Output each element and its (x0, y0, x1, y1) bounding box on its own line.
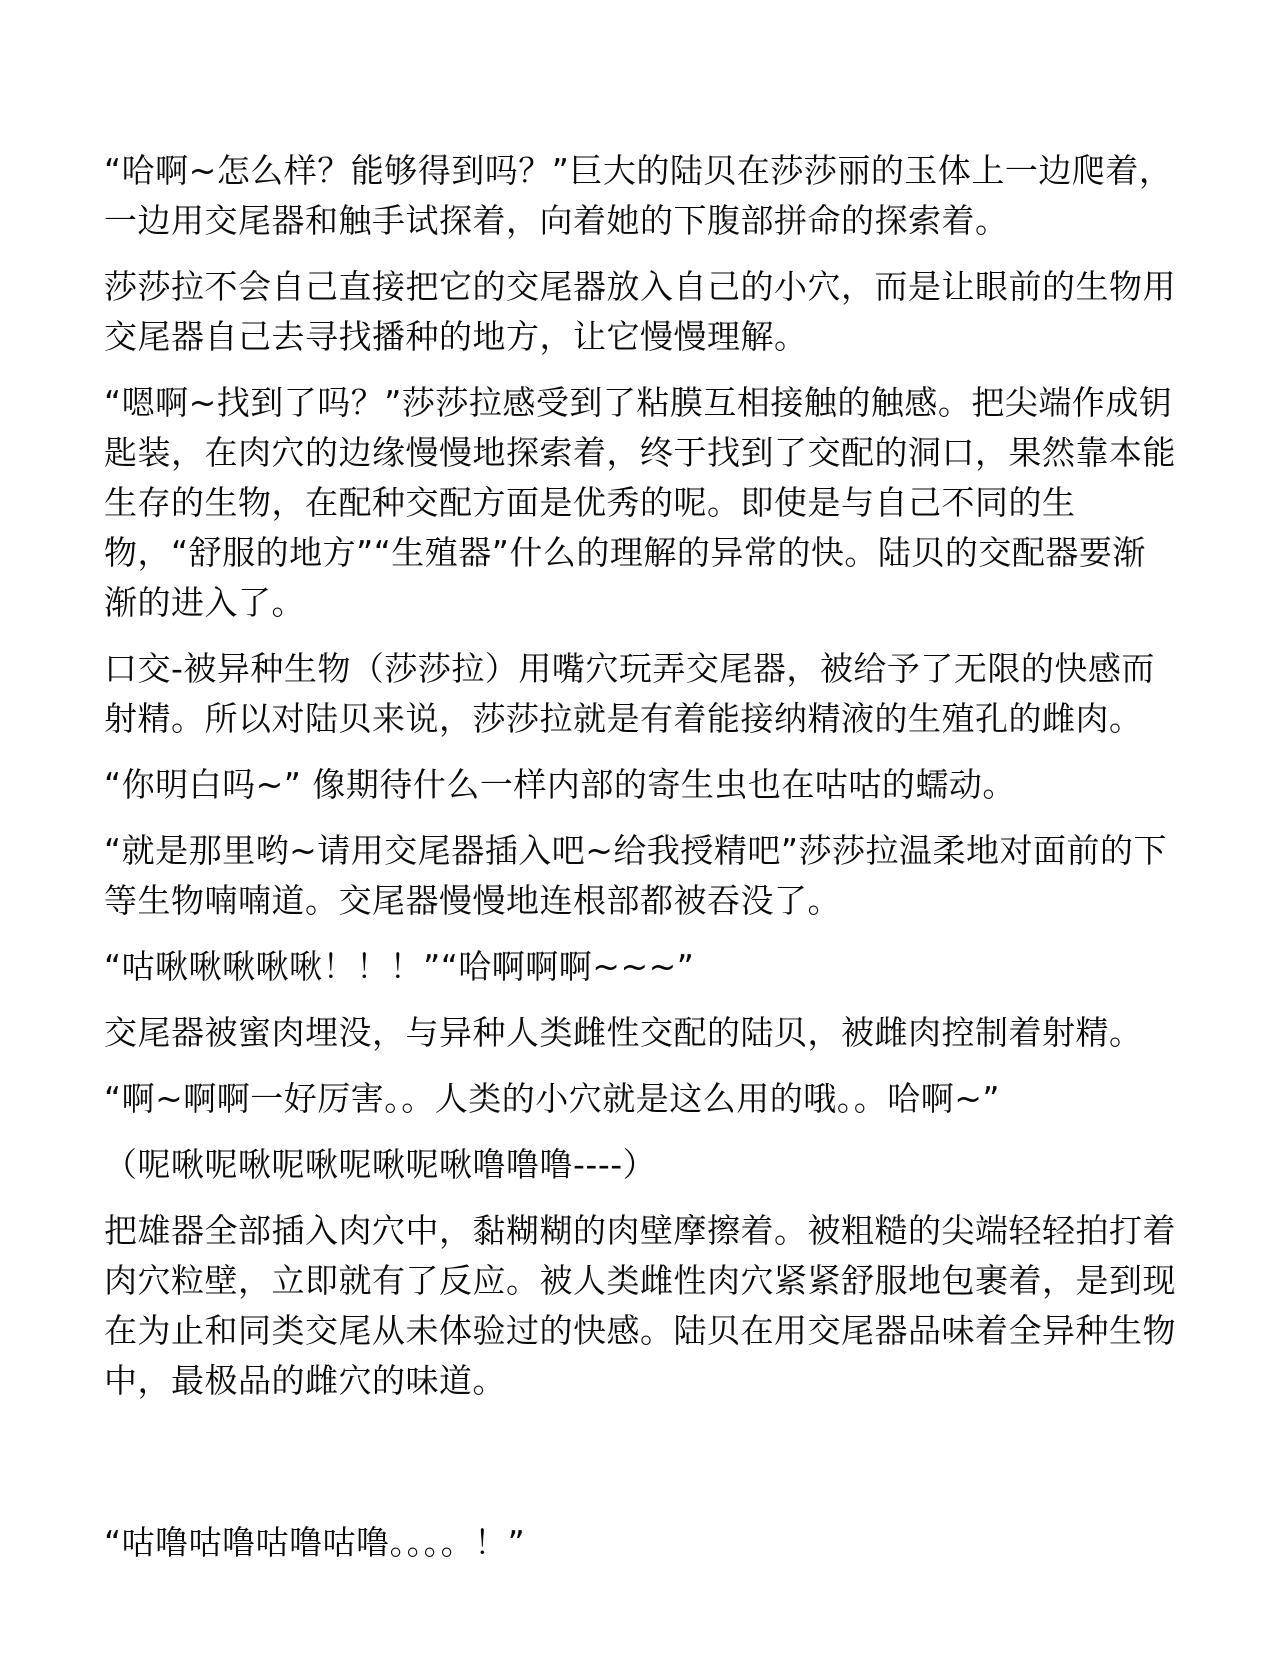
paragraph-09: “啊~啊啊一好厉害。。人类的小穴就是这么用的哦。。哈啊~” (104, 1079, 1000, 1118)
paragraph-11: 把雄器全部插入肉穴中，黏糊糊的肉壁摩擦着。被粗糙的尖端轻轻拍打着肉穴粒壁，立即就有了反应。被人类雌性肉穴紧紧舒服地包裹着，是到现在为止和同类交尾从未体验过的快感。陆贝在用交尾器品味着全异种生物中，最极品的雌穴的味道。 (104, 1211, 1176, 1400)
paragraph-10: （呢啾呢啾呢啾呢啾呢啾噜噜噜----） (104, 1145, 657, 1184)
paragraph-01: “哈啊~怎么样？能够得到吗？”巨大的陆贝在莎莎丽的玉体上一边爬着，一边用交尾器和触手试探着，向着她的下腹部拼命的探索着。 (104, 151, 1173, 240)
paragraph-02: 莎莎拉不会自己直接把它的交尾器放入自己的小穴，而是让眼前的生物用交尾器自己去寻找播种的地方，让它慢慢理解。 (104, 267, 1176, 356)
paragraph-08: 交尾器被蜜肉埋没，与异种人类雌性交配的陆贝，被雌肉控制着射精。 (104, 1013, 1143, 1052)
paragraph-05: “你明白吗~” 像期待什么一样内部的寄生虫也在咕咕的蠕动。 (104, 765, 1016, 804)
paragraph-03: “嗯啊~找到了吗？”莎莎拉感受到了粘膜互相接触的触感。把尖端作成钥匙装，在肉穴的边缘慢慢地探索着，终于找到了交配的洞口，果然靠本能生存的生物，在配种交配方面是优秀的呢。即使是与自己不同的生物，“舒服的地方”“生殖器”什么的理解的异常的快。陆贝的交配器要渐渐的进入了。 (104, 383, 1176, 622)
paragraph-06: “就是那里哟~请用交尾器插入吧~给我授精吧”莎莎拉温柔地对面前的下等生物喃喃道。交尾器慢慢地连根部都被吞没了。 (104, 831, 1167, 920)
paragraph-12: “咕噜咕噜咕噜咕噜。。。。！” (104, 1523, 526, 1562)
paragraph-07: “咕啾啾啾啾啾！！！”“哈啊啊啊~~~” (104, 947, 695, 986)
paragraph-04: 口交-被异种生物（莎莎拉）用嘴穴玩弄交尾器，被给予了无限的快感而射精。所以对陆贝来说，莎莎拉就是有着能接纳精液的生殖孔的雌肉。 (104, 649, 1155, 738)
